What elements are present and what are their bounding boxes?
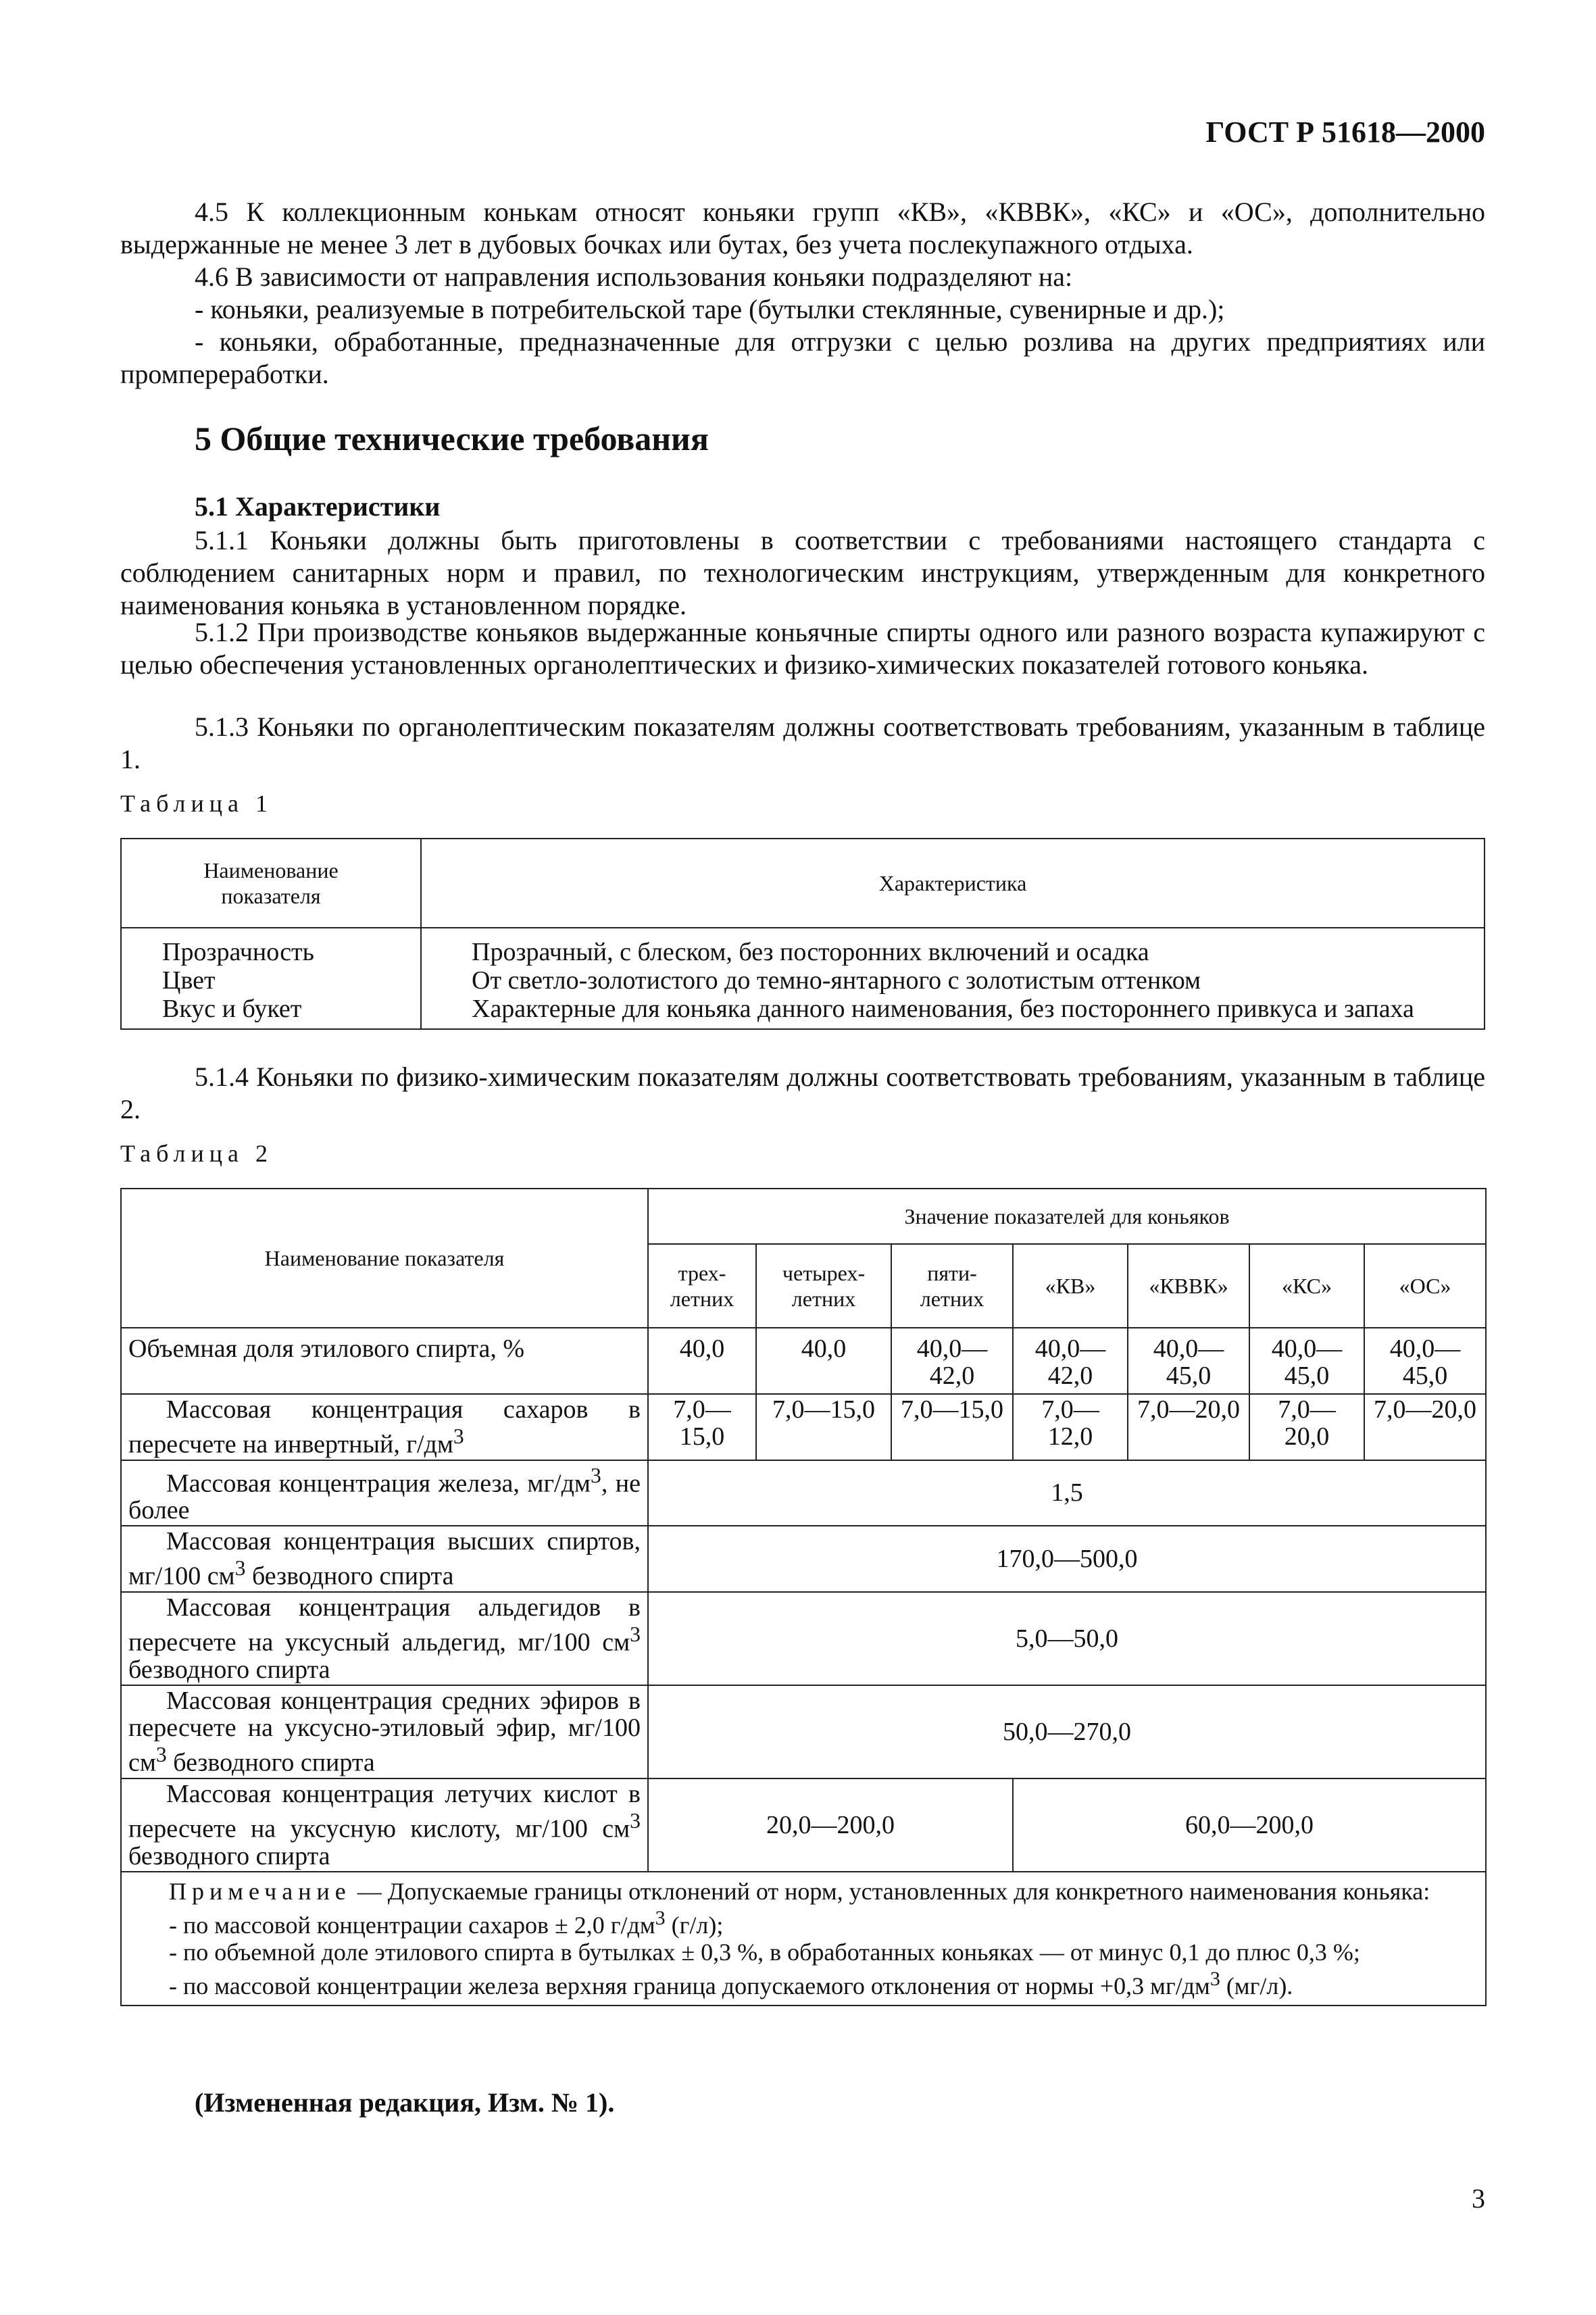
table-1-value-taste: Характерные для коньяка данного наименования, без постороннего привкуса и запаха <box>472 995 1414 1023</box>
cell: 60,0—200,0 <box>1013 1778 1486 1872</box>
table-2-subheader-5yr: пяти-летних <box>891 1244 1013 1328</box>
standard-number: ГОСТ Р 51618—2000 <box>1205 116 1485 149</box>
table-2-subheader-kv: «КВ» <box>1013 1244 1128 1328</box>
cell: 7,0—15,0 <box>756 1394 891 1460</box>
table-1-names-cell <box>121 928 421 1029</box>
cell: 40,0—42,0 <box>1013 1328 1128 1394</box>
table-1-header-name: Наименование показателя <box>121 839 421 928</box>
change-note: (Измененная редакция, Изм. № 1). <box>195 2087 615 2118</box>
cell: 7,0—20,0 <box>1249 1394 1364 1460</box>
cell: 40,0—45,0 <box>1364 1328 1486 1394</box>
table-2-subheader-kvvk: «КВВК» <box>1128 1244 1249 1328</box>
cell: 40,0—42,0 <box>891 1328 1013 1394</box>
row-name: Объемная доля этилового спирта, % <box>121 1328 648 1394</box>
section-5-heading: 5 Общие технические требования <box>195 420 709 457</box>
cell: 40,0 <box>756 1328 891 1394</box>
table-2-subheader-3yr: трех-летних <box>648 1244 756 1328</box>
table-1-values-cell <box>421 928 1485 1029</box>
table-1-name-color: Цвет <box>162 966 216 995</box>
table-2-row-volatile-acids <box>121 1778 1486 1872</box>
cell: 7,0—20,0 <box>1128 1394 1249 1460</box>
cell: 7,0—20,0 <box>1364 1394 1486 1460</box>
cell: 170,0—500,0 <box>648 1526 1486 1592</box>
table-2-caption: Таблица 2 <box>120 1140 273 1167</box>
table-2-note: Примечание — Допускаемые границы отклонений от норм, установленных для конкретного наименования коньяка: - по массовой концентрации сахаров ± 2,0 $г/дм^3$ (г/л); - по объемной доле этилового спирта в бутылках ± 0,3 %, в обработанных коньяках — от минус 0,1 до плюс 0,3 %; - по массовой концентрации железа верхняя граница допускаемого отклонения от нормы +0,3 $мг/дм^3$ (мг/л). <box>121 1872 1486 2006</box>
cell: 7,0—12,0 <box>1013 1394 1128 1460</box>
paragraph-5-1-2: 5.1.2 При производстве коньяков выдержанные коньячные спирты одного или разного возраста купажируют с целью обеспечения установленных органолептических и физико-химических показателей готового коньяка. <box>120 617 1485 680</box>
table-2-subheader-ks: «КС» <box>1249 1244 1364 1328</box>
paragraph-5-1-4: 5.1.4 Коньяки по физико-химическим показателям должны соответствовать требованиям, указанным в таблице 2. <box>120 1062 1485 1124</box>
table-1-header-characteristic: Характеристика <box>421 839 1485 928</box>
table-1-name-taste: Вкус и букет <box>162 995 302 1023</box>
table-2-subheader-os: «ОС» <box>1364 1244 1486 1328</box>
table-2-row-esters <box>121 1685 1486 1778</box>
table-2-subheader-4yr: четырех-летних <box>756 1244 891 1328</box>
cell: 7,0—15,0 <box>891 1394 1013 1460</box>
row-name: Массовая концентрация высших спиртов, мг/100 $см^3$ безводного спирта <box>121 1526 648 1592</box>
cell: 20,0—200,0 <box>648 1778 1013 1872</box>
table-1-value-color: От светло-золотистого до темно-янтарного с золотистым оттенком <box>472 966 1201 995</box>
note-label: Примечание <box>169 1877 351 1905</box>
cell: 40,0 <box>648 1328 756 1394</box>
table-2-row-ethanol <box>121 1328 1486 1394</box>
page-number: 3 <box>1472 2183 1485 2214</box>
section-5-1-heading: 5.1 Характеристики <box>195 491 441 522</box>
row-name: Массовая концентрация средних эфиров в пересчете на уксусно-этиловый эфир, мг/100 $см^3$ безводного спирта <box>121 1685 648 1778</box>
cell: 1,5 <box>648 1460 1486 1526</box>
row-name: Массовая концентрация летучих кислот в пересчете на уксусную кислоту, мг/100 $см^3$ безводного спирта <box>121 1778 648 1872</box>
paragraph-5-1-1: 5.1.1 Коньяки должны быть приготовлены в соответствии с требованиями настоящего стандарта с соблюдением санитарных норм и правил, по технологическим инструкциям, утвержденным для конкретного наименования коньяка в установленном порядке. <box>120 525 1485 620</box>
table-1 <box>120 838 1485 1030</box>
paragraph-4-6-a: - коньяки, реализуемые в потребительской таре (бутылки стеклянные, сувенирные и др.); <box>195 294 1225 324</box>
paragraph-4-6-b: - коньяки, обработанные, предназначенные для отгрузки с целью розлива на других предприятиях или промпереработки. <box>120 326 1485 389</box>
table-2-note-row <box>121 1872 1486 2006</box>
cell: 5,0—50,0 <box>648 1592 1486 1685</box>
paragraph-4-6: 4.6 В зависимости от направления использования коньяки подразделяют на: <box>195 262 1073 292</box>
table-1-caption: Таблица 1 <box>120 790 273 817</box>
table-2-row-higher-alcohols <box>121 1526 1486 1592</box>
table-2 <box>120 1188 1487 2006</box>
row-name: Массовая концентрация альдегидов в пересчете на уксусный альдегид, мг/100 $см^3$ безводного спирта <box>121 1592 648 1685</box>
table-2-header-name: Наименование показателя <box>121 1189 648 1328</box>
table-1-name-transparency: Прозрачность <box>162 938 314 966</box>
cell: 40,0—45,0 <box>1128 1328 1249 1394</box>
row-name: Массовая концентрация железа, $мг/дм^3$, не более <box>121 1460 648 1526</box>
paragraph-4-5: 4.5 К коллекционным конькам относят коньяки групп «КВ», «КВВК», «КС» и «ОС», дополнительно выдержанные не менее 3 лет в дубовых бочках или бутах, без учета послекупажного отдыха. <box>120 197 1485 259</box>
table-2-row-aldehydes <box>121 1592 1486 1685</box>
paragraph-5-1-3: 5.1.3 Коньяки по органолептическим показателям должны соответствовать требованиям, указанным в таблице 1. <box>120 712 1485 774</box>
cell: 7,0—15,0 <box>648 1394 756 1460</box>
table-2-header-group: Значение показателей для коньяков <box>648 1189 1486 1244</box>
cell: 40,0—45,0 <box>1249 1328 1364 1394</box>
table-1-value-transparency: Прозрачный, с блеском, без посторонних включений и осадка <box>472 938 1149 966</box>
cell: 50,0—270,0 <box>648 1685 1486 1778</box>
row-name: Массовая концентрация сахаров в пересчете на инвертный, $г/дм^3$ <box>121 1394 648 1460</box>
table-2-row-sugars <box>121 1394 1486 1460</box>
table-2-row-iron <box>121 1460 1486 1526</box>
